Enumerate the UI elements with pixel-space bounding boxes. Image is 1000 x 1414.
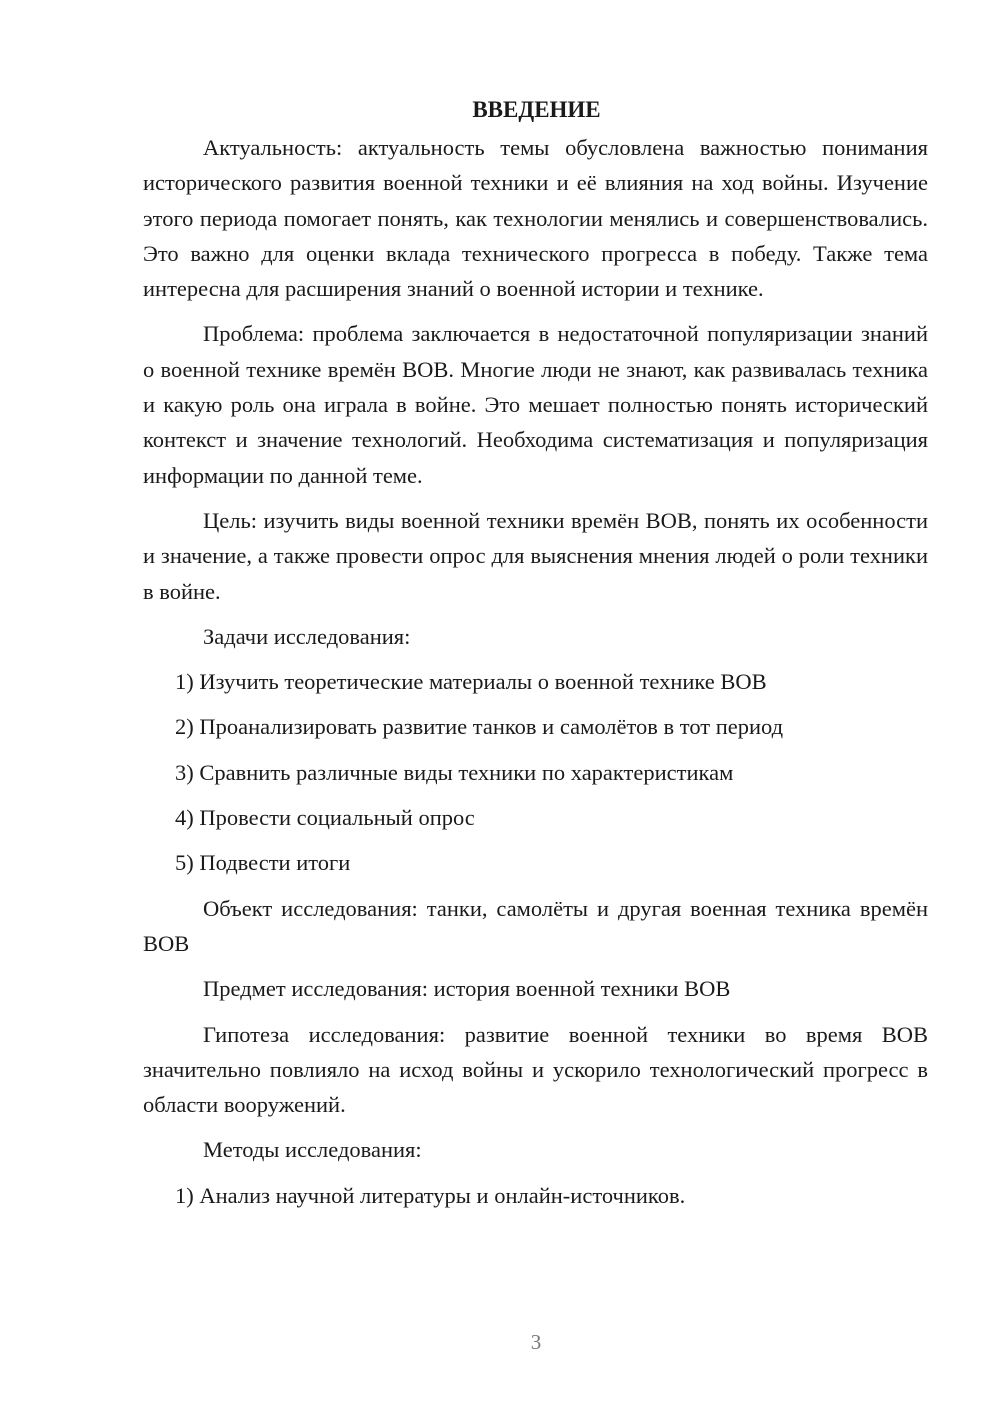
relevance-paragraph: Актуальность: актуальность темы обусловлена важностью понимания исторического развития военной техники и её влияния на ход войны. Изучение этого периода помогает понять, как технологии менялись и совершенствовались. Это важно для оценки вклада технического прогресса в победу. Также тема интересна для расширения знаний о военной истории и технике. [143,135,928,302]
list-item: 3) Сравнить различные виды техники по характеристикам [175,759,734,785]
section-heading: ВВЕДЕНИЕ [472,97,601,122]
goal-paragraph: Цель: изучить виды военной техники времён ВОВ, понять их особенности и значение, а также провести опрос для выяснения мнения людей о роли техники в войне. [143,507,928,604]
hypothesis-paragraph: Гипотеза исследования: развитие военной техники во время ВОВ значительно повлияло на исход войны и ускорило технологический прогресс в области вооружений. [143,1021,928,1118]
object-paragraph: Объект исследования: танки, самолёты и другая военная техника времён ВОВ [143,895,928,956]
list-item: 4) Провести социальный опрос [175,805,475,831]
page-number: 3 [530,1330,542,1354]
methods-title: Методы исследования: [203,1137,422,1163]
tasks-title: Задачи исследования: [203,623,411,649]
list-item: 5) Подвести итоги [175,850,351,876]
problem-paragraph: Проблема: проблема заключается в недостаточной популяризации знаний о военной технике времён ВОВ. Многие люди не знают, как развивалась техника и какую роль она играла в войне. Это мешает полностью понять исторический контекст и значение технологий. Необходима систематизация и популяризация информации по данной теме. [143,321,928,488]
methods-list [143,1178,928,1213]
document-page [143,92,928,1223]
list-item: 2) Проанализировать развитие танков и самолётов в тот период [175,714,784,740]
tasks-list [143,664,928,880]
list-item: 1) Анализ научной литературы и онлайн-источников. [175,1182,686,1208]
list-item: 1) Изучить теоретические материалы о военной технике ВОВ [175,669,767,695]
subject-paragraph: Предмет исследования: история военной техники ВОВ [203,976,731,1002]
